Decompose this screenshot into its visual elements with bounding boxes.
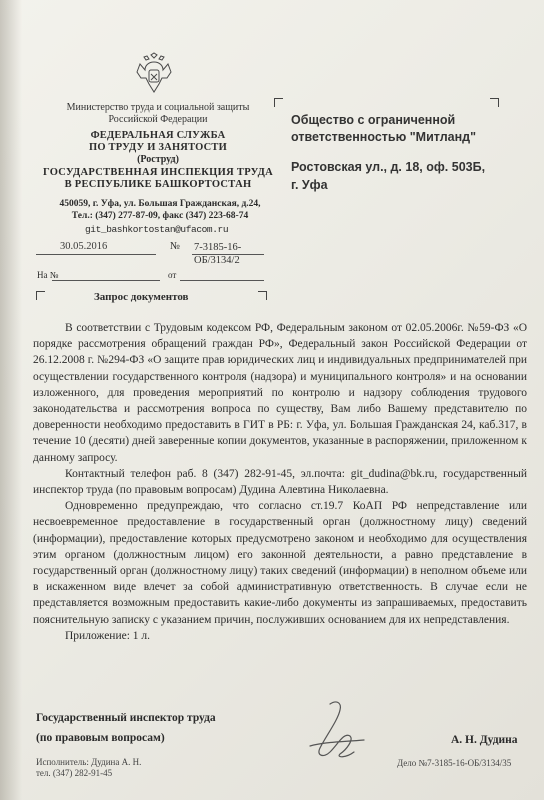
- number-symbol: №: [170, 241, 181, 252]
- ministry-line-1: Министерство труда и социальной защиты: [66, 102, 250, 113]
- inspection-line-2: В РЕСПУБЛИКЕ БАШКОРТОСТАН: [64, 179, 252, 190]
- sender-address: 450059, г. Уфа, ул. Большая Гражданская, д.24,: [59, 199, 261, 209]
- recipient-city: г. Уфа: [291, 178, 328, 192]
- executor-name: Исполнитель: Дудина А. Н.: [36, 757, 142, 767]
- body-paragraph-1: В соответствии с Трудовым кодексом РФ, Федеральным законом от 02.05.2006г. №59-ФЗ «О порядке рассмотрения обращений граждан РФ», Федеральный закон Российской Федерации от 26.12.2008 г. №294-ФЗ «О защите прав юридических лиц и индивидуальных предпринимателей при осуществлении государственного контроля (надзора) и муниципального контроля» и на основании изложенного, для проведения мероприятий по контролю и надзору соблюдения трудового законодательства и рассмотрения вопроса по существу, Вам либо Вашему представителю по доверенности необходимо предоставить в ГИТ в РБ: г. Уфа, ул. Большая Гражданская 24, каб.317, в течение 10 (десяти) дней заверенные копии документов, указанные в распоряжении, приложенном к данному запросу.: [33, 322, 527, 464]
- date-underline: [36, 254, 156, 255]
- reply-to-date-line: [180, 280, 194, 281]
- sender-email: git_bashkortostan@ufacom.ru: [85, 224, 229, 235]
- recipient-address: Ростовская ул., д. 18, оф. 503Б,: [291, 160, 486, 174]
- ministry-name: [38, 102, 278, 126]
- reply-to-date-label: от: [168, 270, 177, 280]
- service-short-name: (Роструд): [137, 154, 179, 165]
- body-paragraph-3: Одновременно предупреждаю, что согласно ст.19.7 КоАП РФ непредставление или несвоевременное предоставление в государственный орган (должностному лицу) сведений (информации), предоставление которых предусмотрено законом и необходимо для осуществления этим органом (должностным лицом) его законной деятельности, а равно представление в государственный орган (должностному лицу) таких сведений (информации) в неполном объеме или в искаженном виде влечет за собой административную ответственность. В случае если не представляется возможным предоставить какие-либо документы из запрашиваемых, предоставить пояснительную записку с указанием причин, послуживших основанием для их непредставления.: [33, 500, 527, 626]
- letter-number: 7-3185-16-ОБ/3134/2: [194, 242, 242, 266]
- letter-body: [33, 320, 527, 644]
- reply-to-number-label: На №: [37, 270, 59, 280]
- attachment-note: Приложение: 1 л.: [65, 629, 151, 642]
- service-name: [38, 130, 278, 154]
- body-paragraph-2: Контактный телефон раб. 8 (347) 282-91-45, эл.почта: git_dudina@bk.ru, государственный инспектор труда (по правовым вопросам) Дудина Алевтина Николаевна.: [33, 467, 527, 497]
- subject-corner-right: [258, 291, 267, 300]
- subject-corner-left: [36, 291, 45, 300]
- handwritten-signature: [290, 696, 380, 766]
- reply-to-number-line: [52, 280, 160, 281]
- number-underline-2: [192, 280, 264, 281]
- letter-subject: Запрос документов: [94, 291, 189, 303]
- page-shadow: [0, 0, 22, 800]
- signer-title-1: Государственный инспектор труда: [36, 712, 216, 724]
- service-line-2: ПО ТРУДУ И ЗАНЯТОСТИ: [88, 142, 228, 153]
- service-line-1: ФЕДЕРАЛЬНАЯ СЛУЖБА: [90, 130, 226, 141]
- signer-title-2: (по правовым вопросам): [36, 732, 165, 744]
- executor-phone: тел. (347) 282-91-45: [36, 768, 113, 778]
- recipient-corner-left: [274, 98, 283, 107]
- inspection-name: [38, 167, 278, 191]
- ministry-line-2: Российской Федерации: [108, 114, 208, 125]
- recipient-corner-right: [490, 98, 499, 107]
- sender-phones: Тел.: (347) 277-87-09, факс (347) 223-68-74: [71, 211, 249, 221]
- number-underline-1: [192, 254, 264, 255]
- recipient-line-1: Общество с ограниченной: [291, 113, 456, 127]
- signer-name: А. Н. Дудина: [451, 734, 518, 746]
- inspection-line-1: ГОСУДАРСТВЕННАЯ ИНСПЕКЦИЯ ТРУДА: [42, 167, 274, 178]
- coat-of-arms-emblem: [132, 52, 176, 96]
- letter-date: 30.05.2016: [60, 241, 108, 252]
- recipient-line-2: ответственностью "Митланд": [291, 130, 477, 144]
- case-number: Дело №7-3185-16-ОБ/3134/35: [397, 758, 512, 768]
